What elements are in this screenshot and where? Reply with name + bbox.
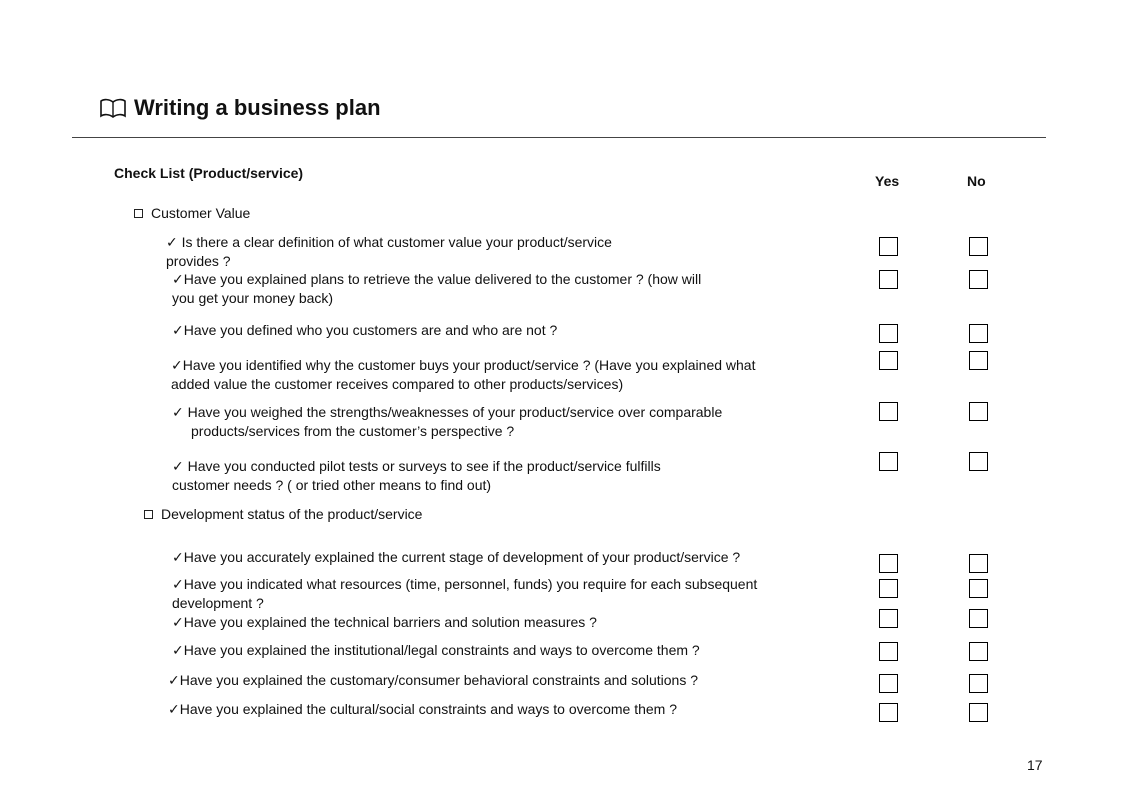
no-checkbox[interactable] bbox=[969, 674, 988, 693]
yes-checkbox[interactable] bbox=[879, 270, 898, 289]
question-text-line2: provides ? bbox=[166, 253, 231, 269]
question-item bbox=[172, 403, 722, 441]
yes-checkbox[interactable] bbox=[879, 237, 898, 256]
question-item bbox=[166, 233, 612, 271]
page-number: 17 bbox=[1027, 757, 1043, 773]
no-checkbox[interactable] bbox=[969, 351, 988, 370]
question-text-line1: ✓Have you explained the institutional/legal constraints and ways to overcome them ? bbox=[172, 642, 700, 658]
no-checkbox[interactable] bbox=[969, 270, 988, 289]
yes-checkbox[interactable] bbox=[879, 402, 898, 421]
question-item bbox=[172, 641, 700, 660]
no-checkbox[interactable] bbox=[969, 324, 988, 343]
question-item bbox=[168, 700, 677, 719]
question-item bbox=[168, 671, 698, 690]
question-text-line2: customer needs ? ( or tried other means to find out) bbox=[172, 477, 492, 493]
page-title: Writing a business plan bbox=[134, 95, 381, 120]
question-text-line1: ✓ Have you weighed the strengths/weaknesses of your product/service over comparable bbox=[172, 404, 723, 420]
question-text-line1: ✓Have you identified why the customer buys your product/service ? (Have you explained what bbox=[171, 357, 756, 373]
no-checkbox[interactable] bbox=[969, 554, 988, 573]
question-text-line1: ✓Have you explained the technical barriers and solution measures ? bbox=[172, 614, 597, 630]
question-item bbox=[172, 457, 661, 495]
yes-checkbox[interactable] bbox=[879, 324, 898, 343]
question-text-line1: ✓Have you indicated what resources (time, personnel, funds) you require for each subsequent bbox=[172, 576, 758, 592]
section-customer-value bbox=[134, 205, 250, 221]
title-divider bbox=[72, 137, 1046, 138]
question-item bbox=[172, 575, 757, 613]
question-text-line1: ✓ Have you conducted pilot tests or surveys to see if the product/service fulfills bbox=[172, 458, 661, 474]
no-checkbox[interactable] bbox=[969, 452, 988, 471]
square-bullet-icon bbox=[134, 209, 143, 218]
question-text-line1: ✓Have you explained plans to retrieve the value delivered to the customer ? (how will bbox=[172, 271, 702, 287]
checklist-subtitle: Check List (Product/service) bbox=[114, 165, 304, 181]
no-checkbox[interactable] bbox=[969, 642, 988, 661]
question-item bbox=[171, 356, 755, 394]
yes-checkbox[interactable] bbox=[879, 703, 898, 722]
question-text-line2: products/services from the customer’s perspective ? bbox=[191, 423, 515, 439]
question-text-line1: ✓ Is there a clear definition of what customer value your product/service bbox=[166, 234, 612, 250]
no-column-header: No bbox=[967, 173, 986, 189]
yes-checkbox[interactable] bbox=[879, 674, 898, 693]
question-text-line1: ✓Have you explained the customary/consumer behavioral constraints and solutions ? bbox=[168, 672, 699, 688]
yes-checkbox[interactable] bbox=[879, 579, 898, 598]
page-title-row bbox=[100, 95, 381, 121]
question-item bbox=[172, 321, 557, 340]
question-text-line2: added value the customer receives compared to other products/services) bbox=[171, 376, 624, 392]
yes-column-header: Yes bbox=[875, 173, 900, 189]
section-label: Development status of the product/service bbox=[161, 506, 423, 522]
square-bullet-icon bbox=[144, 510, 153, 519]
section-development-status bbox=[144, 506, 422, 522]
question-item bbox=[172, 613, 597, 632]
no-checkbox[interactable] bbox=[969, 609, 988, 628]
no-checkbox[interactable] bbox=[969, 402, 988, 421]
question-text-line2: you get your money back) bbox=[172, 290, 334, 306]
question-item bbox=[172, 270, 701, 308]
question-text-line1: ✓Have you explained the cultural/social constraints and ways to overcome them ? bbox=[168, 701, 677, 717]
open-book-icon bbox=[100, 98, 126, 118]
question-text-line1: ✓Have you accurately explained the current stage of development of your product/service ? bbox=[172, 549, 741, 565]
section-label: Customer Value bbox=[151, 205, 251, 221]
yes-checkbox[interactable] bbox=[879, 351, 898, 370]
yes-checkbox[interactable] bbox=[879, 642, 898, 661]
question-text-line2: development ? bbox=[172, 595, 264, 611]
no-checkbox[interactable] bbox=[969, 237, 988, 256]
yes-checkbox[interactable] bbox=[879, 554, 898, 573]
yes-checkbox[interactable] bbox=[879, 452, 898, 471]
no-checkbox[interactable] bbox=[969, 579, 988, 598]
question-item bbox=[172, 548, 740, 567]
no-checkbox[interactable] bbox=[969, 703, 988, 722]
yes-checkbox[interactable] bbox=[879, 609, 898, 628]
question-text-line1: ✓Have you defined who you customers are and who are not ? bbox=[172, 322, 558, 338]
